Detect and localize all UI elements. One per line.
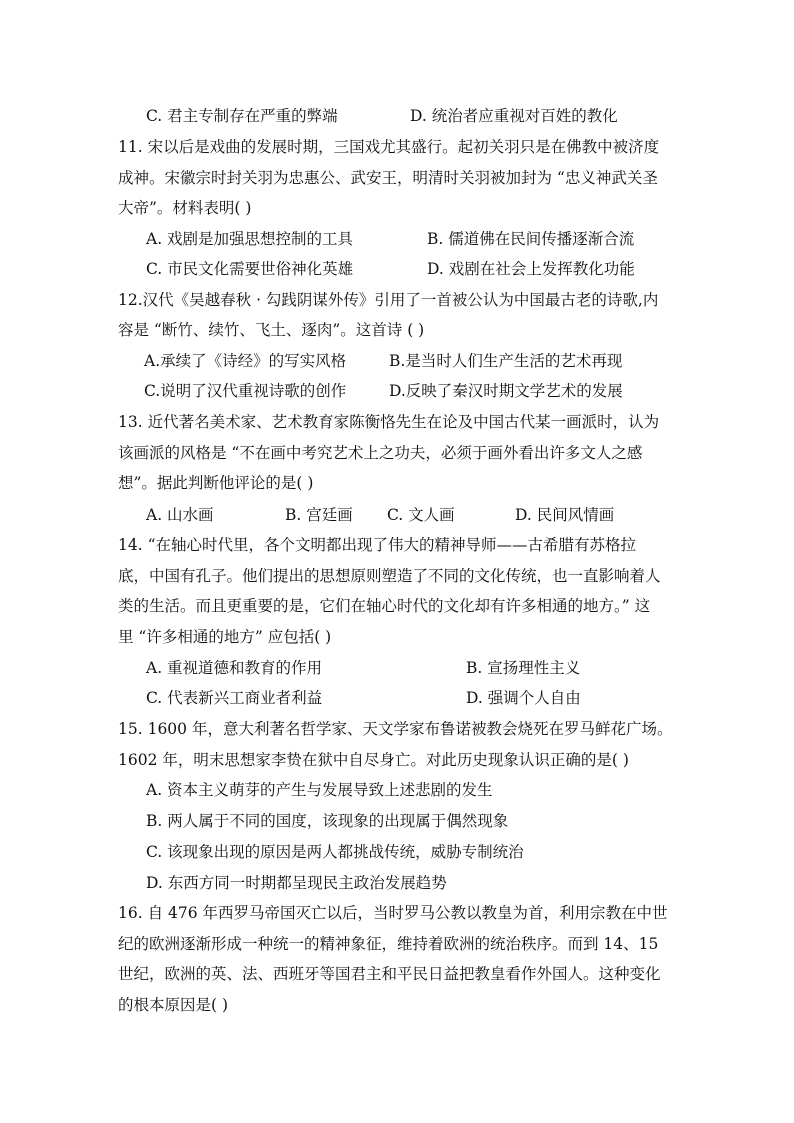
q16-stem-line-3: 世纪，欧洲的英、法、西班牙等国君主和平民日益把教皇看作外国人。这种变化 <box>118 965 661 983</box>
q13-stem-line-3: 想”。据此判断他评论的是( ) <box>118 474 314 492</box>
q14-option-c: C. 代表新兴工商业者利益 <box>146 689 323 707</box>
q12-option-d: D.反映了秦汉时期文学艺术的发展 <box>389 382 623 400</box>
q11-stem-line-3: 大帝”。材料表明( ) <box>118 199 252 217</box>
q13-stem-line-1: 13. 近代著名美术家、艺术教育家陈衡恪先生在论及中国古代某一画派时，认为 <box>118 413 660 431</box>
q12-stem-line-1: 12.汉代《吴越春秋 · 勾践阴谋外传》引用了一首被公认为中国最古老的诗歌,内 <box>118 291 659 309</box>
q15-option-a: A. 资本主义萌芽的产生与发展导致上述悲剧的发生 <box>146 781 493 799</box>
q11-stem-line-1: 11. 宋以后是戏曲的发展时期，三国戏尤其盛行。起初关羽只是在佛教中被济度 <box>118 138 660 156</box>
q11-option-a: A. 戏剧是加强思想控制的工具 <box>146 230 354 248</box>
q12-stem-line-2: 容是 “断竹、续竹、飞土、逐肉”。这首诗 ( ) <box>118 321 425 339</box>
q12-option-b: B.是当时人们生产生活的艺术再现 <box>389 352 623 370</box>
q15-option-d: D. 东西方同一时期都呈现民主政治发展趋势 <box>146 874 447 892</box>
q10-option-d: D. 统治者应重视对百姓的教化 <box>410 107 618 125</box>
q14-stem-line-2: 底，中国有孔子。他们提出的思想原则塑造了不同的文化传统，也一直影响着人 <box>118 567 661 585</box>
q11-option-c: C. 市民文化需要世俗神化英雄 <box>146 260 354 278</box>
q11-option-b: B. 儒道佛在民间传播逐渐合流 <box>427 230 635 248</box>
q13-option-c: C. 文人画 <box>387 506 455 524</box>
q11-option-d: D. 戏剧在社会上发挥教化功能 <box>427 260 635 278</box>
q16-stem-line-1: 16. 自 476 年西罗马帝国灭亡以后，当时罗马公教以教皇为首，利用宗教在中世 <box>118 904 668 922</box>
q12-option-a: A.承续了《诗经》的写实风格 <box>144 352 347 370</box>
q14-option-b: B. 宣扬理性主义 <box>466 659 581 677</box>
q12-option-c: C.说明了汉代重视诗歌的创作 <box>144 382 347 400</box>
q15-stem-line-1: 15. 1600 年，意大利著名哲学家、天文学家布鲁诺被教会烧死在罗马鲜花广场。 <box>118 720 673 738</box>
q14-option-a: A. 重视道德和教育的作用 <box>146 659 323 677</box>
q10-option-c: C. 君主专制存在严重的弊端 <box>146 107 338 125</box>
q14-stem-line-3: 类的生活。而且更重要的是，它们在轴心时代的文化却有许多相通的地方。” 这 <box>118 597 651 615</box>
q14-stem-line-4: 里 “许多相通的地方” 应包括( ) <box>118 628 332 646</box>
q14-stem-line-1: 14. “在轴心时代里，各个文明都出现了伟大的精神导师——古希腊有苏格拉 <box>118 536 637 554</box>
q13-option-b: B. 宫廷画 <box>285 506 353 524</box>
q15-stem-line-2: 1602 年，明末思想家李贽在狱中自尽身亡。对此历史现象认识正确的是( ) <box>118 751 629 769</box>
q14-option-d: D. 强调个人自由 <box>466 689 581 707</box>
q11-stem-line-2: 成神。宋徽宗时封关羽为忠惠公、武安王，明清时关羽被加封为 “忠义神武关圣 <box>118 169 658 187</box>
q15-option-b: B. 两人属于不同的国度，该现象的出现属于偶然现象 <box>146 812 509 830</box>
q16-stem-line-4: 的根本原因是( ) <box>118 996 229 1014</box>
q13-stem-line-2: 该画派的风格是 “不在画中考究艺术上之功夫，必须于画外看出许多文人之感 <box>118 444 643 462</box>
q13-option-d: D. 民间风情画 <box>515 506 615 524</box>
q13-option-a: A. 山水画 <box>146 506 214 524</box>
q16-stem-line-2: 纪的欧洲逐渐形成一种统一的精神象征，维持着欧洲的统治秩序。而到 14、15 <box>118 935 659 953</box>
q15-option-c: C. 该现象出现的原因是两人都挑战传统，威胁专制统治 <box>146 843 524 861</box>
